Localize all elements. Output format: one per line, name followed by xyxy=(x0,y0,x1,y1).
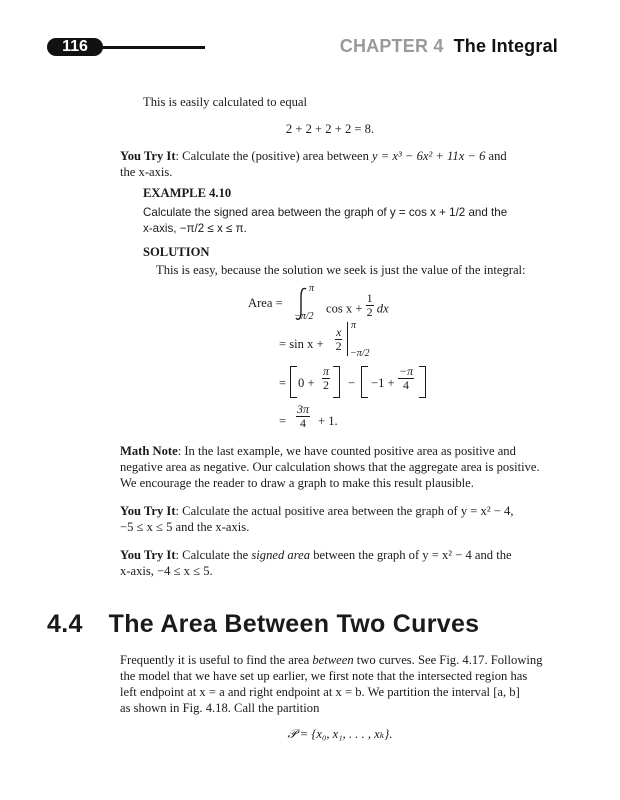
right-bracket-1 xyxy=(333,366,340,398)
math-note xyxy=(120,443,516,459)
math-note-line-2: negative area as negative. Our calculation shows that the aggregate area is positive. xyxy=(120,460,540,474)
section-title: The Area Between Two Curves xyxy=(108,610,480,638)
eq3-numerator-2: −π xyxy=(399,364,414,378)
math-note-label: Math Note xyxy=(120,444,178,458)
closing-line-4: as shown in Fig. 4.18. Call the partition xyxy=(120,701,320,715)
example-line-2: x-axis, −π/2 ≤ x ≤ π. xyxy=(143,222,247,235)
chapter-title: The Integral xyxy=(453,36,558,56)
eq3-denominator-1: 2 xyxy=(323,378,329,392)
eq3-frac-1 xyxy=(322,365,330,392)
partition-equation: 𝒫 = {x₀, x₁, . . . , xₖ}. xyxy=(287,727,393,741)
try-it-2 xyxy=(120,503,513,519)
closing-line-1-a: Frequently it is useful to find the area xyxy=(120,653,313,667)
eq2-numerator: x xyxy=(336,325,342,339)
half-numerator: 1 xyxy=(366,291,373,305)
integral-lower-limit: −π/2 xyxy=(294,311,314,322)
eq4-fraction xyxy=(296,403,310,430)
eq4-denominator: 4 xyxy=(300,416,306,430)
eq3-minus: − xyxy=(348,376,356,390)
eq3-equals: = xyxy=(279,376,287,390)
left-bracket-1 xyxy=(290,366,297,398)
eq4-equals: = xyxy=(279,414,287,428)
eq3-denominator-2: 4 xyxy=(403,378,410,392)
section-heading xyxy=(47,610,479,639)
try-it-text-end: and xyxy=(485,149,507,163)
eq3-fraction-2 xyxy=(398,365,414,392)
intro-equation: 2 + 2 + 2 + 2 = 8. xyxy=(285,122,375,136)
eq2-denominator: 2 xyxy=(335,339,342,353)
area-label: Area = xyxy=(248,296,283,310)
example-line-1: Calculate the signed area between the graph of y = cos x + 1/2 and the xyxy=(143,206,508,219)
intro-line: This is easily calculated to equal xyxy=(143,95,308,109)
try-it-3-emphasis: signed area xyxy=(251,548,311,562)
try-it-3-line-2: x-axis, −4 ≤ x ≤ 5. xyxy=(120,564,213,578)
section-number: 4.4 xyxy=(47,610,83,638)
example-title: EXAMPLE 4.10 xyxy=(143,186,232,200)
eq4-frac xyxy=(296,403,310,430)
eq3-zero-plus: 0 + xyxy=(298,376,315,390)
eq4-numerator: 3π xyxy=(297,402,310,416)
eval-lower-limit: −π/2 xyxy=(350,348,370,359)
try-it-3-text-end: between the graph of y = x² − 4 and the xyxy=(310,548,512,562)
try-it-3-label: You Try It xyxy=(120,548,176,562)
try-it-1 xyxy=(120,148,560,164)
eq3-fraction-1 xyxy=(322,365,330,392)
solution-line: This is easy, because the solution we seek is just the value of the integral: xyxy=(156,263,526,277)
try-it-2-line-2: −5 ≤ x ≤ 5 and the x-axis. xyxy=(120,520,250,534)
math-note-line-1: : In the last example, we have counted positive area as positive and xyxy=(177,444,516,458)
chapter-label: CHAPTER 4 xyxy=(339,36,444,56)
left-bracket-2 xyxy=(361,366,368,398)
closing-line-1-b: two curves. See Fig. 4.17. Following xyxy=(353,653,543,667)
integrand xyxy=(326,291,389,323)
half-denominator: 2 xyxy=(366,305,373,319)
closing-line-3: left endpoint at x = a and right endpoint at x = b. We partition the interval [a, b] xyxy=(120,685,520,699)
eq2-text: = sin x + xyxy=(279,337,324,351)
eq2-fraction xyxy=(335,326,342,353)
closing-line-2: the model that we have set up earlier, we first note that the intersected region has xyxy=(120,669,528,683)
eq3-neg-one-plus: −1 + xyxy=(371,376,395,390)
math-note-line-3: We encourage the reader to draw a graph to make this result plausible. xyxy=(120,476,474,490)
eq3-frac-2 xyxy=(398,365,414,392)
page-number: 116 xyxy=(47,38,103,56)
eval-upper-limit: π xyxy=(351,320,357,331)
eq2-frac xyxy=(335,326,342,353)
try-it-3 xyxy=(120,547,512,563)
try-it-2-label: You Try It xyxy=(120,504,176,518)
try-it-text: : Calculate the (positive) area between xyxy=(175,149,373,163)
try-it-3-text: : Calculate the xyxy=(175,548,252,562)
try-it-formula: y = x³ − 6x² + 11x − 6 xyxy=(372,149,486,163)
header-rule xyxy=(95,46,205,49)
eq3-numerator-1: π xyxy=(323,364,330,378)
right-bracket-2 xyxy=(419,366,426,398)
closing-emphasis: between xyxy=(312,653,354,667)
half-fraction xyxy=(366,292,374,319)
eval-bar xyxy=(347,322,348,356)
try-it-1-line2: the x-axis. xyxy=(120,165,173,179)
integral-upper-limit: π xyxy=(309,283,315,294)
solution-title: SOLUTION xyxy=(143,245,210,259)
dx-label: dx xyxy=(376,301,389,316)
integrand-text: cos x + xyxy=(326,301,363,316)
try-it-label: You Try It xyxy=(120,149,176,163)
eq4-plus-one: + 1. xyxy=(318,414,338,428)
try-it-2-line-1: : Calculate the actual positive area between the graph of y = x² − 4, xyxy=(175,504,514,518)
closing-line-1 xyxy=(120,652,543,668)
running-header xyxy=(340,36,558,57)
